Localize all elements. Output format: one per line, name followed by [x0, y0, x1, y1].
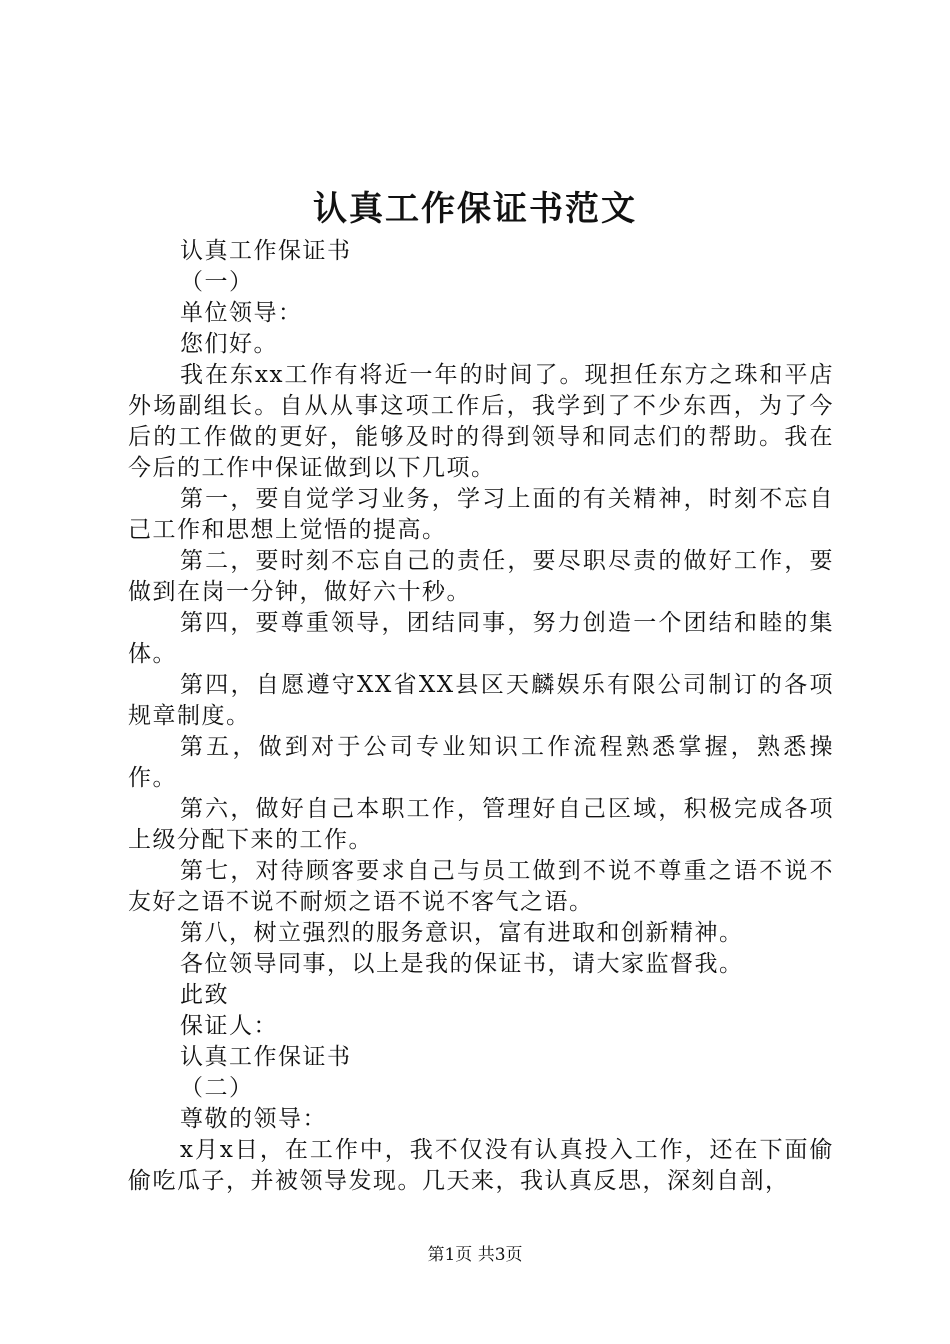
page-footer: 第1页 共3页	[427, 1245, 523, 1265]
body-paragraph: 第五，做到对于公司专业知识工作流程熟悉掌握，熟悉操作。	[128, 734, 834, 791]
signature-label: 保证人：	[180, 1013, 278, 1039]
body-paragraph: 第七，对待顾客要求自己与员工做到不说不尊重之语不说不友好之语不说不耐烦之语不说不客气之语。	[128, 858, 834, 915]
body-paragraph: 第一，要自觉学习业务，学习上面的有关精神，时刻不忘自己工作和思想上觉悟的提高。	[128, 486, 834, 543]
section-number: （二）	[180, 1075, 254, 1101]
body-paragraph: 第四，自愿遵守XX省XX县区天麟娱乐有限公司制订的各项规章制度。	[128, 672, 834, 729]
closing: 此致	[180, 982, 229, 1008]
body-paragraph: 第四，要尊重领导，团结同事，努力创造一个团结和睦的集体。	[128, 610, 834, 667]
greeting: 您们好。	[180, 331, 278, 357]
document-body	[128, 236, 834, 1197]
section-number: （一）	[180, 269, 254, 295]
body-paragraph: 各位领导同事，以上是我的保证书，请大家监督我。	[180, 951, 744, 977]
salutation: 单位领导：	[180, 300, 303, 326]
body-paragraph: x月x日，在工作中，我不仅没有认真投入工作，还在下面偷偷吃瓜子，并被领导发现。几天来，我认真反思，深刻自剖，	[128, 1137, 834, 1194]
section-title: 认真工作保证书	[180, 1044, 352, 1070]
section-title: 认真工作保证书	[180, 238, 352, 264]
body-paragraph: 第六，做好自己本职工作，管理好自己区域，积极完成各项上级分配下来的工作。	[128, 796, 834, 853]
body-paragraph: 第八，树立强烈的服务意识，富有进取和创新精神。	[180, 920, 744, 946]
body-paragraph: 我在东xx工作有将近一年的时间了。现担任东方之珠和平店外场副组长。自从从事这项工作后，我学到了不少东西，为了今后的工作做的更好，能够及时的得到领导和同志们的帮助。我在今后的工作中保证做到以下几项。	[128, 362, 834, 481]
document-title: 认真工作保证书范文	[313, 189, 637, 229]
body-paragraph: 第二，要时刻不忘自己的责任，要尽职尽责的做好工作，要做到在岗一分钟，做好六十秒。	[128, 548, 834, 605]
salutation: 尊敬的领导：	[180, 1106, 327, 1132]
